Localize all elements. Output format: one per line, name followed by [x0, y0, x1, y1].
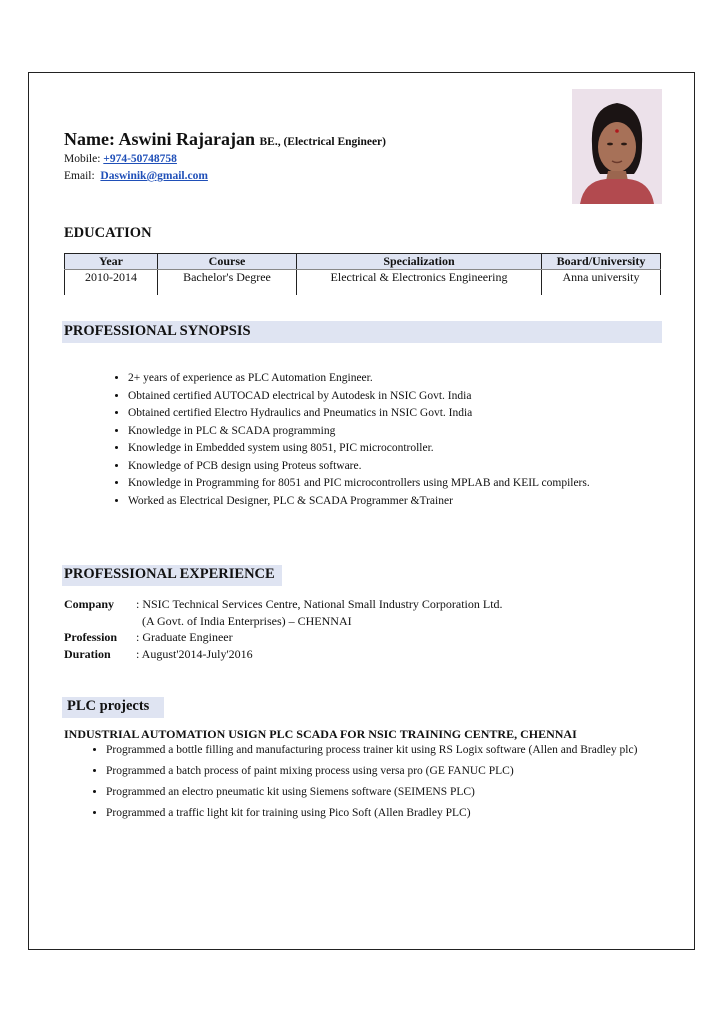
duration-label: Duration: [64, 646, 111, 661]
email-label: Email:: [64, 170, 95, 182]
company-row: [64, 596, 503, 613]
company-row-continued: [64, 613, 503, 630]
profession-label: Profession: [64, 630, 118, 644]
experience-heading: PROFESSIONAL EXPERIENCE: [64, 566, 275, 582]
plc-subtitle: INDUSTRIAL AUTOMATION USIGN PLC SCADA FOR NSIC TRAINING CENTRE, CHENNAI: [64, 727, 577, 741]
synopsis-list: [108, 370, 638, 510]
synopsis-heading: PROFESSIONAL SYNOPSIS: [64, 323, 251, 339]
plc-project-list: [86, 743, 666, 827]
list-item: • Obtained certified AUTOCAD electrical by Autodesk in NSIC Govt. India: [128, 388, 638, 406]
list-item: • Obtained certified Electro Hydraulics and Pneumatics in NSIC Govt. India: [128, 405, 638, 423]
column-header: Year: [65, 254, 158, 270]
list-item: • Knowledge in PLC & SCADA programming: [128, 423, 638, 441]
mobile-label: Mobile:: [64, 153, 101, 165]
experience-details: [64, 596, 503, 662]
table-cell: Electrical & Electronics Engineering: [297, 270, 542, 296]
profession-row: [64, 629, 503, 646]
candidate-name-line: [64, 129, 386, 150]
table-header-row: [65, 254, 661, 270]
email-line: [64, 170, 208, 182]
education-table: [64, 253, 661, 295]
mobile-link[interactable]: +974-50748758: [103, 153, 177, 165]
company-label: Company: [64, 597, 115, 611]
duration-row: [64, 646, 503, 663]
plc-heading: PLC projects: [67, 698, 150, 714]
company-value-line2: (A Govt. of India Enterprises) – CHENNAI: [142, 613, 352, 628]
column-header: Course: [158, 254, 297, 270]
list-item: • Programmed a traffic light kit for training using Pico Soft (Allen Bradley PLC): [106, 806, 666, 821]
column-header: Board/University: [542, 254, 661, 270]
list-item: • 2+ years of experience as PLC Automation Engineer.: [128, 370, 638, 388]
mobile-line: [64, 153, 177, 165]
candidate-degree: BE., (Electrical Engineer): [259, 136, 386, 148]
table-cell: Bachelor's Degree: [158, 270, 297, 296]
list-item: • Knowledge of PCB design using Proteus software.: [128, 458, 638, 476]
table-cell: 2010-2014: [65, 270, 158, 296]
list-item: • Worked as Electrical Designer, PLC & SCADA Programmer &Trainer: [128, 493, 638, 511]
list-item: • Knowledge in Embedded system using 8051, PIC microcontroller.: [128, 440, 638, 458]
name-label: Name:: [64, 129, 115, 149]
duration-value: : August'2014-July'2016: [136, 646, 253, 661]
list-item: • Programmed a batch process of paint mixing process using versa pro (GE FANUC PLC): [106, 764, 666, 779]
education-heading: EDUCATION: [64, 225, 152, 241]
list-item: • Programmed an electro pneumatic kit using Siemens software (SEIMENS PLC): [106, 785, 666, 800]
company-value: : NSIC Technical Services Centre, National Small Industry Corporation Ltd.: [136, 597, 503, 611]
email-link[interactable]: Daswinik@gmail.com: [100, 170, 208, 182]
column-header: Specialization: [297, 254, 542, 270]
list-item: • Knowledge in Programming for 8051 and PIC microcontrollers using MPLAB and KEIL compilers.: [128, 475, 638, 493]
table-row: [65, 270, 661, 296]
profession-value: : Graduate Engineer: [136, 630, 233, 644]
table-cell: Anna university: [542, 270, 661, 296]
profile-photo: [572, 89, 662, 204]
list-item: • Programmed a bottle filling and manufacturing process trainer kit using RS Logix software (Allen and Bradley plc): [106, 743, 666, 758]
candidate-name: Aswini Rajarajan: [118, 129, 256, 149]
